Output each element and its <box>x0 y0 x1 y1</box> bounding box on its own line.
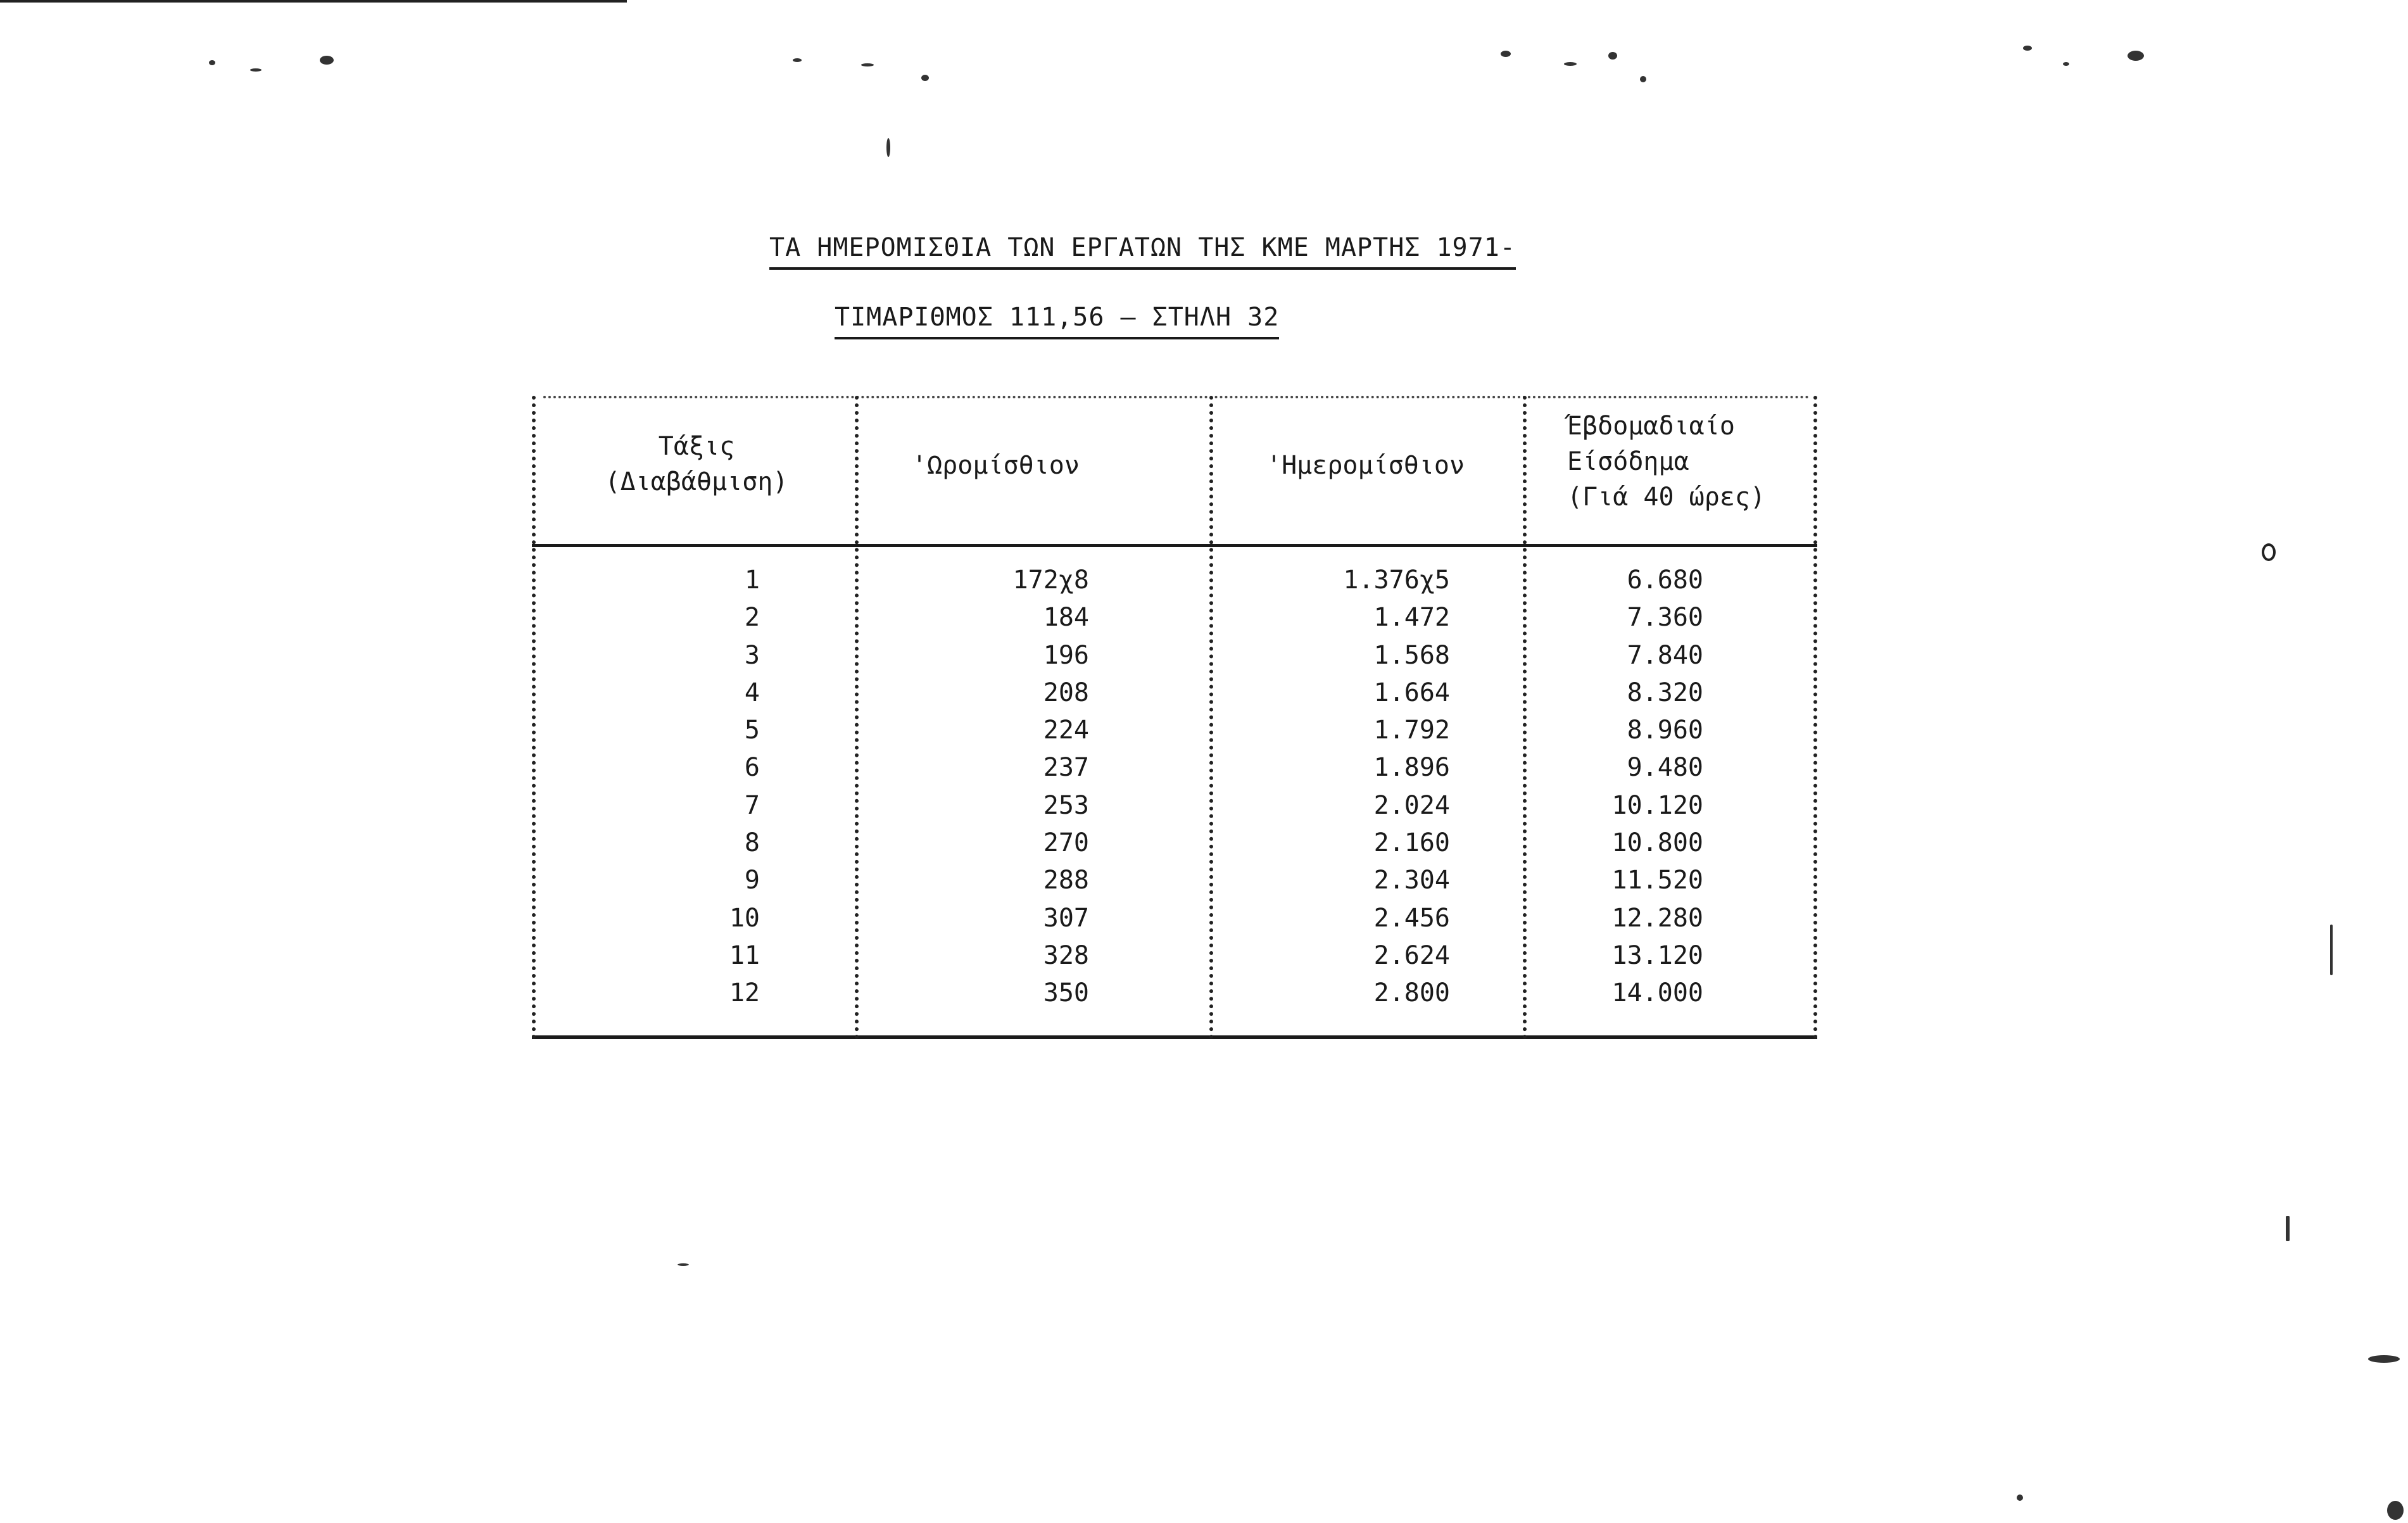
cell-daily: 2.024 <box>1373 790 1450 820</box>
cell-rank: 3 <box>744 640 760 670</box>
cell-hourly: 350 <box>1043 978 1089 1008</box>
scan-speck <box>250 68 262 72</box>
table-row <box>532 787 1817 825</box>
table-row <box>532 712 1817 749</box>
table-row <box>532 975 1817 1012</box>
wage-table <box>532 396 1817 1042</box>
cell-rank: 5 <box>744 716 760 745</box>
cell-hourly: 172χ8 <box>1012 566 1089 595</box>
cell-daily: 1.896 <box>1373 753 1450 783</box>
table-row <box>532 900 1817 937</box>
header-rank-line: Τάξις <box>658 432 735 461</box>
cell-daily: 2.456 <box>1373 903 1450 933</box>
table-body <box>532 562 1817 1013</box>
scan-speck <box>2023 46 2032 51</box>
cell-hourly: 253 <box>1043 790 1089 820</box>
scan-speck <box>793 58 802 62</box>
scan-speck <box>678 1263 689 1266</box>
cell-weekly: 12.280 <box>1611 903 1703 933</box>
cell-rank: 2 <box>744 603 760 633</box>
table-row <box>532 937 1817 975</box>
header-weekly <box>1567 408 1765 515</box>
header-daily <box>1266 448 1465 483</box>
cell-daily: 1.664 <box>1373 678 1450 707</box>
cell-rank: 9 <box>744 866 760 895</box>
cell-hourly: 288 <box>1043 866 1089 895</box>
cell-weekly: 14.000 <box>1611 978 1703 1008</box>
scan-speck <box>921 75 929 81</box>
header-daily-line: 'Ημερομίσθιον <box>1266 451 1465 480</box>
header-weekly-line: (Γιά 40 ώρες) <box>1567 483 1766 512</box>
header-hourly <box>912 448 1080 483</box>
table-row <box>532 749 1817 787</box>
cell-daily: 1.472 <box>1373 603 1450 633</box>
cell-hourly: 208 <box>1043 678 1089 707</box>
cell-daily: 1.792 <box>1373 716 1450 745</box>
cell-rank: 11 <box>729 940 760 970</box>
cell-weekly: 7.360 <box>1627 603 1703 633</box>
cell-hourly: 224 <box>1043 716 1089 745</box>
table-row <box>532 562 1817 599</box>
cell-weekly: 9.480 <box>1627 753 1703 783</box>
scan-speck <box>1608 52 1617 60</box>
scan-speck <box>209 60 215 65</box>
table-bottom-rule <box>532 1035 1817 1039</box>
scan-speck <box>2330 925 2333 975</box>
table-row <box>532 674 1817 712</box>
header-rank <box>570 429 823 500</box>
cell-rank: 8 <box>744 828 760 858</box>
cell-weekly: 10.120 <box>1611 790 1703 820</box>
header-weekly-line: Έβδομαδιαίο <box>1567 412 1735 441</box>
scan-speck <box>2017 1495 2023 1501</box>
table-row <box>532 599 1817 636</box>
scan-speck <box>1564 62 1577 66</box>
document-subtitle: ΤΙΜΑΡΙΘΜΟΣ 111,56 – ΣΤΗΛΗ 32 <box>835 303 1279 339</box>
scan-speck <box>2286 1216 2290 1241</box>
scan-speck <box>2387 1501 2404 1520</box>
scan-speck <box>886 138 890 157</box>
scan-speck <box>1501 51 1511 57</box>
cell-weekly: 10.800 <box>1611 828 1703 858</box>
cell-weekly: 13.120 <box>1611 940 1703 970</box>
cell-daily: 2.160 <box>1373 828 1450 858</box>
cell-rank: 7 <box>744 790 760 820</box>
cell-hourly: 307 <box>1043 903 1089 933</box>
table-row <box>532 637 1817 674</box>
scan-speck <box>2368 1355 2400 1363</box>
header-rank-line: (Διαβάθμιση) <box>605 467 788 496</box>
cell-daily: 2.800 <box>1373 978 1450 1008</box>
document-title: ΤΑ ΗΜΕΡΟΜΙΣΘΙΑ ΤΩΝ ΕΡΓΑΤΩΝ ΤΗΣ ΚΜΕ ΜΑΡΤΗΣ 1971- <box>769 233 1516 270</box>
cell-rank: 10 <box>729 903 760 933</box>
table-header-rule <box>532 544 1817 547</box>
scan-speck <box>861 63 874 66</box>
cell-rank: 6 <box>744 753 760 783</box>
header-hourly-line: 'Ωρομίσθιον <box>912 451 1080 480</box>
cell-hourly: 328 <box>1043 940 1089 970</box>
cell-daily: 2.624 <box>1373 940 1450 970</box>
cell-weekly: 6.680 <box>1627 566 1703 595</box>
cell-hourly: 184 <box>1043 603 1089 633</box>
scan-speck <box>1640 76 1646 82</box>
scan-speck <box>2262 543 2276 561</box>
cell-rank: 4 <box>744 678 760 707</box>
scan-top-edge <box>0 0 627 3</box>
scan-speck <box>320 56 334 65</box>
cell-daily: 2.304 <box>1373 866 1450 895</box>
table-row <box>532 825 1817 862</box>
cell-hourly: 196 <box>1043 640 1089 670</box>
cell-weekly: 8.960 <box>1627 716 1703 745</box>
cell-rank: 1 <box>744 566 760 595</box>
cell-daily: 1.568 <box>1373 640 1450 670</box>
scan-speck <box>2063 62 2069 66</box>
cell-weekly: 7.840 <box>1627 640 1703 670</box>
cell-hourly: 237 <box>1043 753 1089 783</box>
cell-rank: 12 <box>729 978 760 1008</box>
cell-weekly: 8.320 <box>1627 678 1703 707</box>
cell-hourly: 270 <box>1043 828 1089 858</box>
scan-speck <box>2127 51 2144 61</box>
table-row <box>532 862 1817 899</box>
header-weekly-line: Είσόδημα <box>1567 447 1689 476</box>
cell-weekly: 11.520 <box>1611 866 1703 895</box>
cell-daily: 1.376χ5 <box>1343 566 1450 595</box>
table-top-border <box>543 396 1810 398</box>
